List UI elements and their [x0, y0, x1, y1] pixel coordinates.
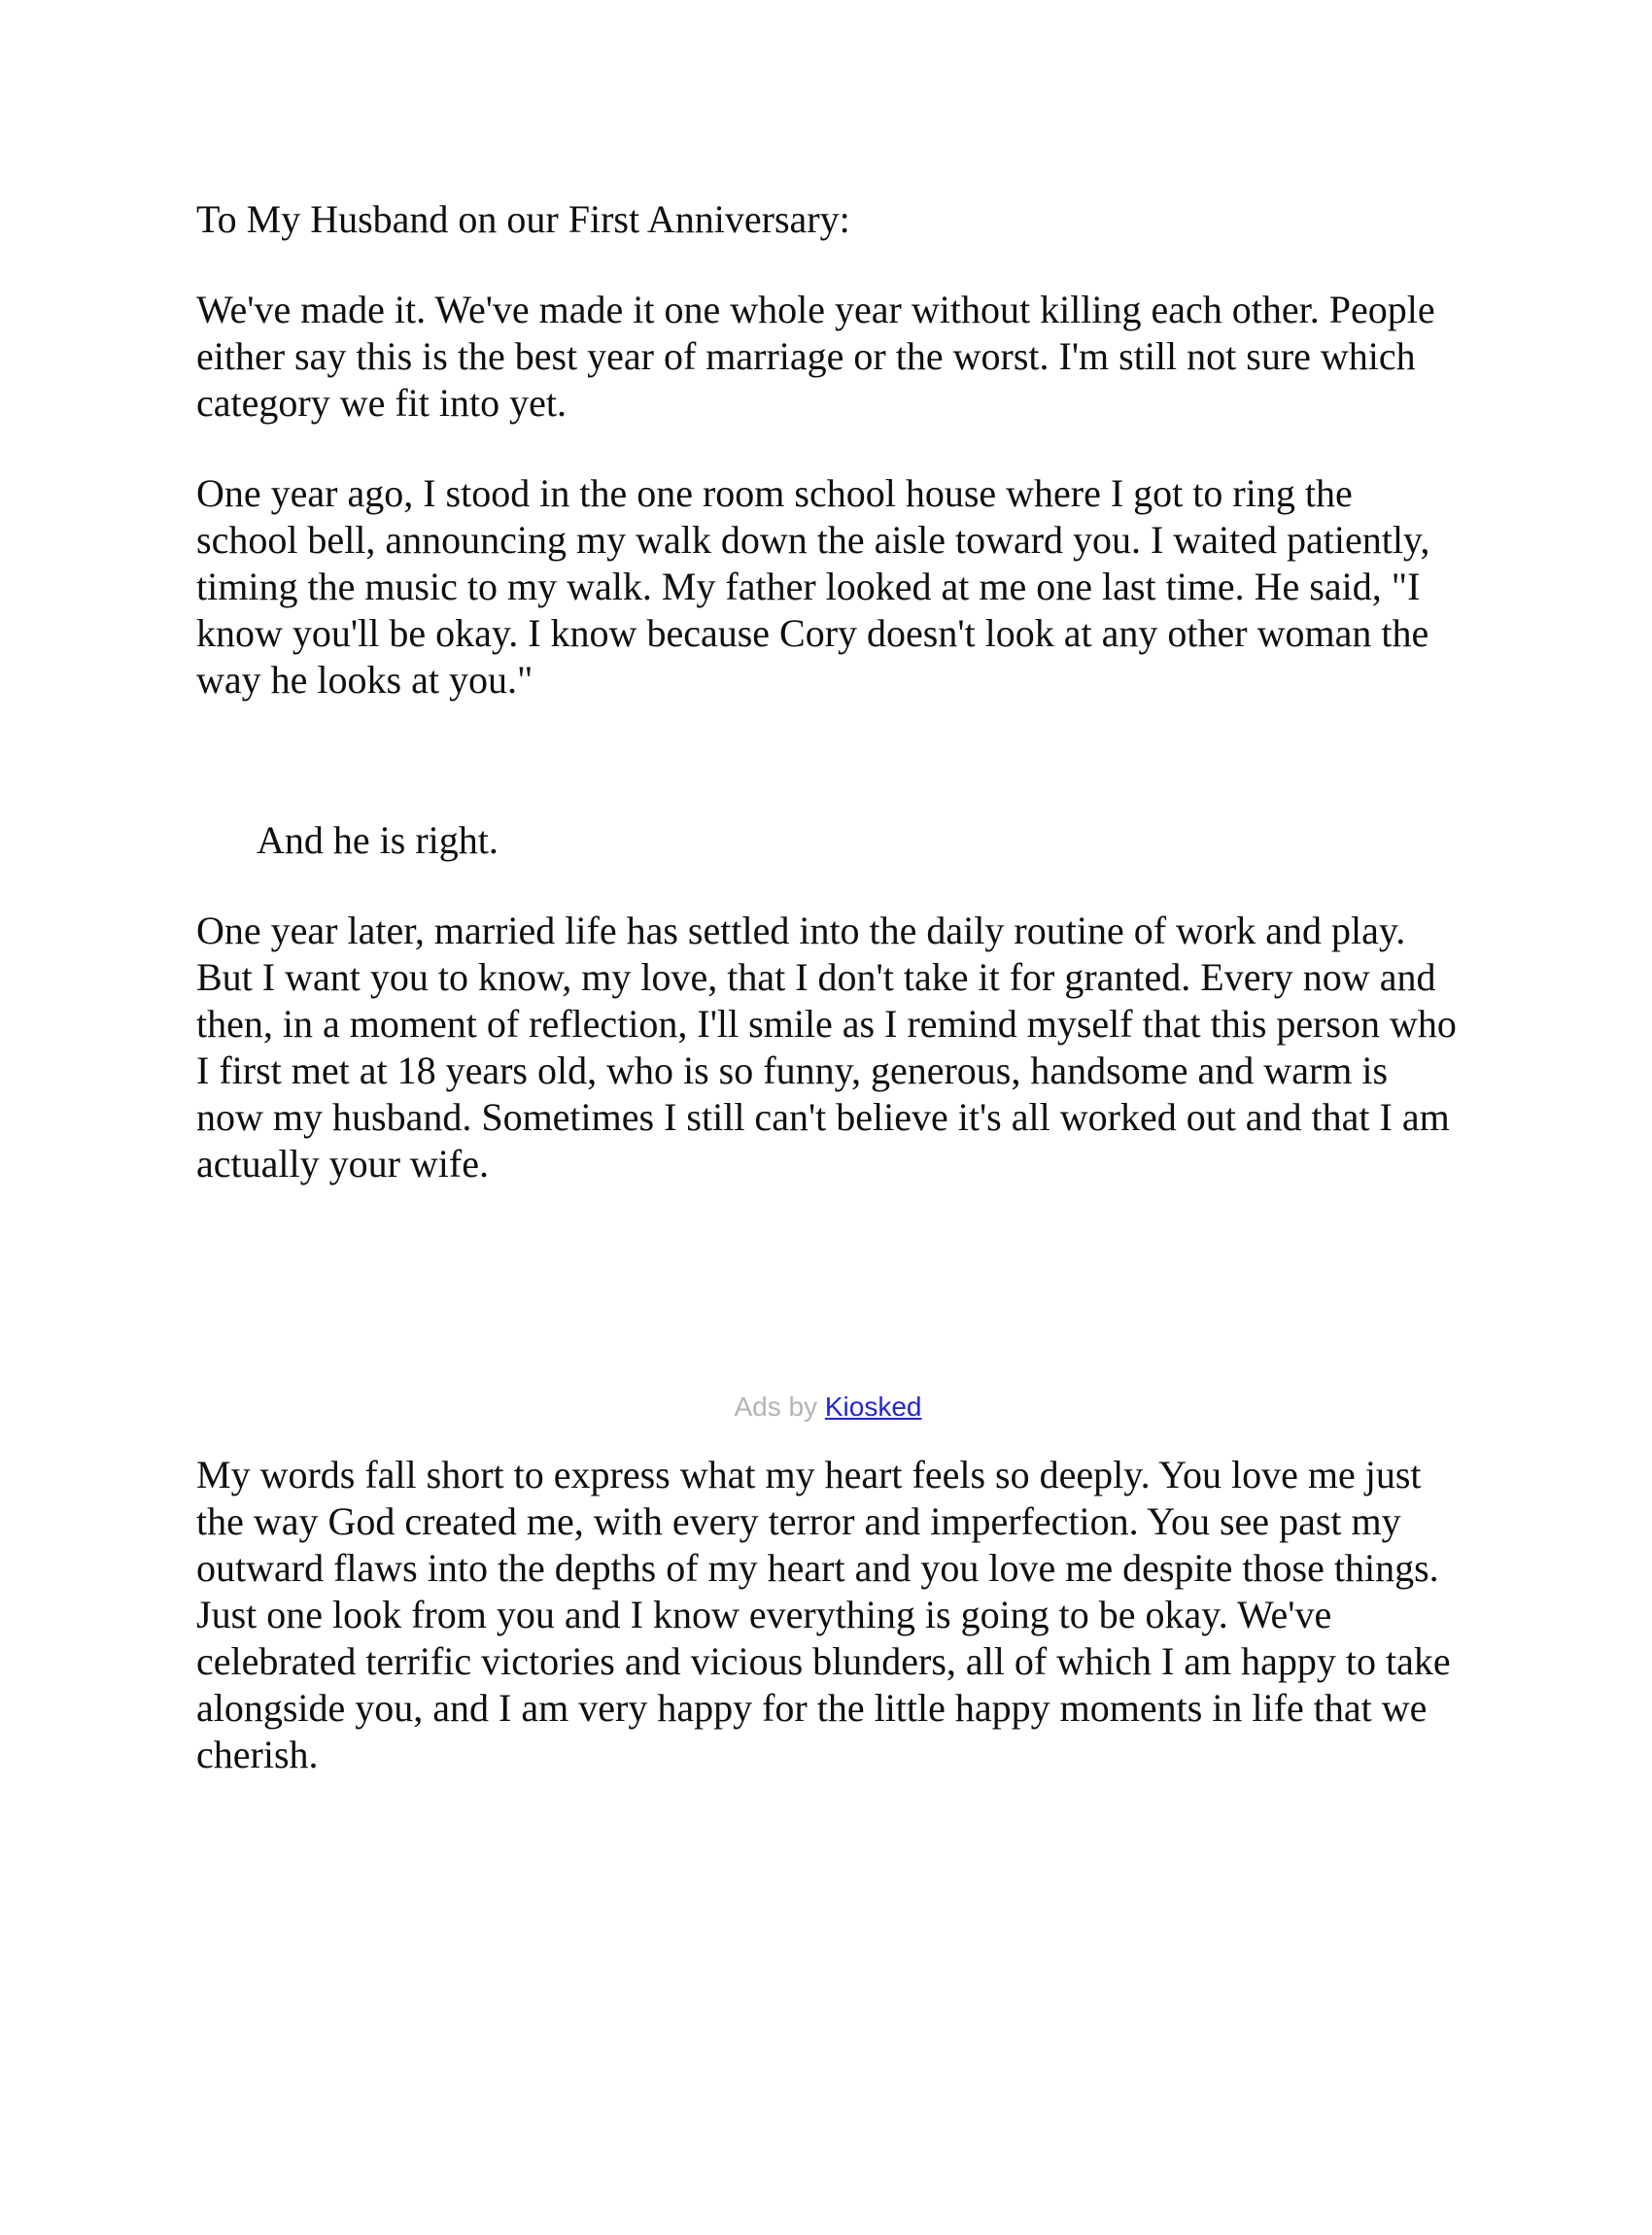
- letter-paragraph-5: My words fall short to express what my heart feels so deeply. You love me just the way God created me, with every terror and imperfection. You see past my outward flaws into the depths of my heart and you love me despite those things. Just one look from you and I know everything is going to be okay. We've celebrated terrific victories and vicious blunders, all of which I am happy to take alongside you, and I am very happy for the little happy moments in life that we cherish.: [196, 1453, 1451, 1776]
- letter-paragraph-1: We've made it. We've made it one whole year without killing each other. People either say this is the best year of marriage or the worst. I'm still not sure which category we fit into yet.: [196, 288, 1435, 425]
- ad-prefix-label: Ads by: [734, 1392, 818, 1422]
- ad-kiosked-link[interactable]: Kiosked: [824, 1392, 922, 1422]
- letter-paragraph-4: One year later, married life has settled into the daily routine of work and play. But I want you to know, my love, that I don't take it for granted. Every now and then, in a moment of reflection, I'll smile as I remind myself that this person who I first met at 18 years old, who is so funny, generous, handsome and warm is now my husband. Sometimes I still can't believe it's all worked out and that I am actually your wife.: [196, 909, 1457, 1186]
- letter-paragraph-2: One year ago, I stood in the one room school house where I got to ring the school bell, announcing my walk down the aisle toward you. I waited patiently, timing the music to my walk. My father looked at me one last time. He said, "I know you'll be okay. I know because Cory doesn't look at any other woman the way he looks at you.": [196, 471, 1430, 702]
- ad-attribution: [196, 1390, 1460, 1425]
- letter-paragraph-3: And he is right.: [257, 818, 499, 862]
- letter-title: To My Husband on our First Anniversary:: [196, 197, 850, 241]
